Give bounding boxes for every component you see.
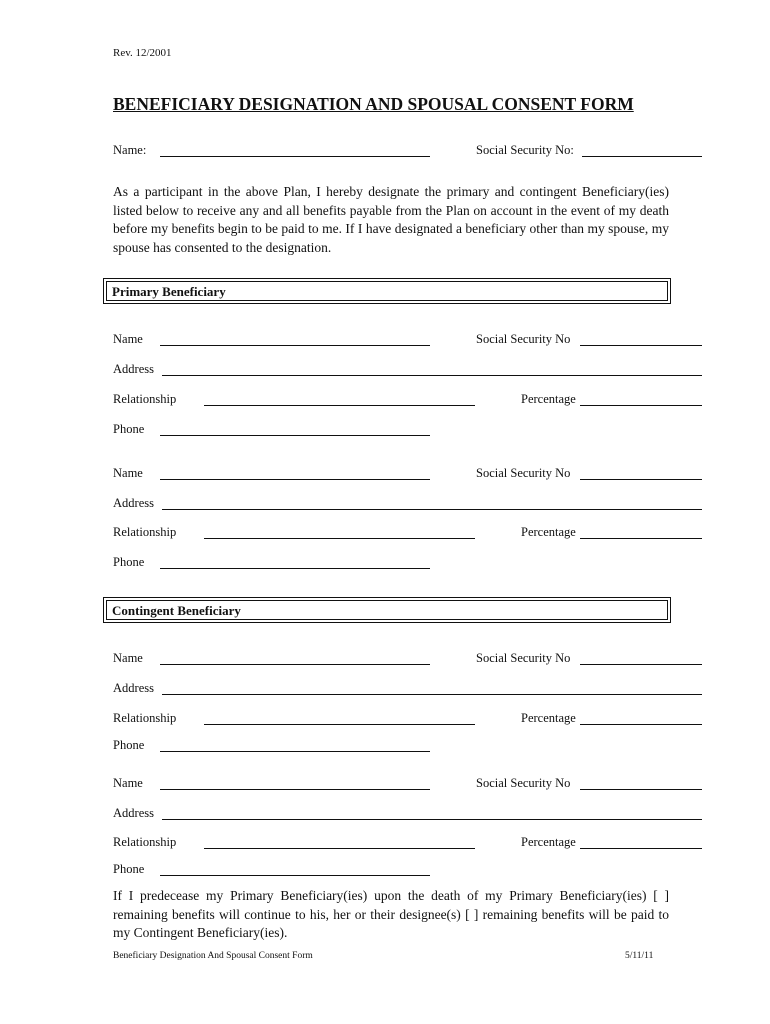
p1-phone-line: [160, 435, 430, 436]
c1-phone-label: Phone: [113, 738, 145, 752]
p1-name-label: Name: [113, 332, 143, 346]
c2-ssn-input[interactable]: [582, 774, 700, 788]
c1-phone-input[interactable]: [162, 736, 428, 750]
primary-beneficiary-header: [106, 281, 668, 301]
c1-relationship-label: Relationship: [113, 711, 177, 725]
primary-beneficiary-title: Primary Beneficiary: [112, 284, 226, 299]
intro-paragraph: As a participant in the above Plan, I hereby designate the primary and contingent Beneficiary(ies) listed below to receive any and all benefits payable from the Plan on account in the event of my death before my benefits begin to be paid to me. If I have designated a beneficiary other than my spouse, my spouse has consented to the designation.: [113, 184, 669, 255]
p1-address-input[interactable]: [164, 360, 700, 374]
p1-address-line: [162, 375, 702, 376]
p1-name-input[interactable]: [162, 330, 428, 344]
participant-name-line: [160, 156, 430, 157]
participant-name-input[interactable]: [162, 141, 428, 155]
p1-phone-input[interactable]: [162, 420, 428, 434]
p2-address-line: [162, 509, 702, 510]
p1-relationship-label: Relationship: [113, 392, 177, 406]
c2-percentage-line: [580, 848, 702, 849]
c1-address-label: Address: [113, 681, 154, 695]
p1-relationship-input[interactable]: [206, 390, 473, 404]
c1-name-input[interactable]: [162, 649, 428, 663]
c2-name-label: Name: [113, 776, 143, 790]
p2-phone-input[interactable]: [162, 553, 428, 567]
p1-relationship-line: [204, 405, 475, 406]
c2-address-line: [162, 819, 702, 820]
footer-date: 5/11/11: [625, 951, 654, 961]
c2-name-line: [160, 789, 430, 790]
p2-name-label: Name: [113, 466, 143, 480]
footer-form-name: Beneficiary Designation And Spousal Consent Form: [113, 951, 313, 961]
c1-ssn-line: [580, 664, 702, 665]
c1-relationship-input[interactable]: [206, 709, 473, 723]
c1-percentage-input[interactable]: [582, 709, 700, 723]
participant-name-label: Name:: [113, 143, 147, 157]
c2-relationship-label: Relationship: [113, 835, 177, 849]
p1-percentage-input[interactable]: [582, 390, 700, 404]
c2-address-label: Address: [113, 806, 154, 820]
p2-relationship-input[interactable]: [206, 523, 473, 537]
p1-name-line: [160, 345, 430, 346]
c2-address-input[interactable]: [164, 804, 700, 818]
c2-phone-line: [160, 875, 430, 876]
c2-phone-input[interactable]: [162, 860, 428, 874]
p2-name-input[interactable]: [162, 464, 428, 478]
p1-ssn-line: [580, 345, 702, 346]
c2-ssn-label: Social Security No: [476, 776, 571, 790]
closing-paragraph: If I predecease my Primary Beneficiary(ies) upon the death of my Primary Beneficiary(ies) [ ] remaining benefits will continue to his, her or their designee(s) [ ] remaining benefits will be paid to my Contingent Beneficiary(ies).: [113, 888, 669, 940]
c2-percentage-label: Percentage: [521, 835, 576, 849]
c1-percentage-line: [580, 724, 702, 725]
c2-percentage-input[interactable]: [582, 833, 700, 847]
c1-percentage-label: Percentage: [521, 711, 576, 725]
p1-percentage-line: [580, 405, 702, 406]
c1-name-label: Name: [113, 651, 143, 665]
p2-relationship-line: [204, 538, 475, 539]
p1-ssn-input[interactable]: [582, 330, 700, 344]
p1-percentage-label: Percentage: [521, 392, 576, 406]
c2-ssn-line: [580, 789, 702, 790]
c1-name-line: [160, 664, 430, 665]
c1-address-input[interactable]: [164, 679, 700, 693]
p2-relationship-label: Relationship: [113, 525, 177, 539]
c1-relationship-line: [204, 724, 475, 725]
c1-ssn-input[interactable]: [582, 649, 700, 663]
p2-address-label: Address: [113, 496, 154, 510]
c1-phone-line: [160, 751, 430, 752]
p2-percentage-label: Percentage: [521, 525, 576, 539]
c1-address-line: [162, 694, 702, 695]
c2-relationship-line: [204, 848, 475, 849]
p1-ssn-label: Social Security No: [476, 332, 571, 346]
p2-address-input[interactable]: [164, 494, 700, 508]
participant-ssn-input[interactable]: [584, 141, 700, 155]
contingent-beneficiary-title: Contingent Beneficiary: [112, 603, 241, 618]
p2-phone-line: [160, 568, 430, 569]
page-title: BENEFICIARY DESIGNATION AND SPOUSAL CONSENT FORM: [113, 94, 634, 114]
p2-percentage-line: [580, 538, 702, 539]
participant-ssn-line: [582, 156, 702, 157]
c1-ssn-label: Social Security No: [476, 651, 571, 665]
c2-relationship-input[interactable]: [206, 833, 473, 847]
p2-ssn-line: [580, 479, 702, 480]
p1-address-label: Address: [113, 362, 154, 376]
p2-ssn-label: Social Security No: [476, 466, 571, 480]
p2-percentage-input[interactable]: [582, 523, 700, 537]
p2-ssn-input[interactable]: [582, 464, 700, 478]
p2-name-line: [160, 479, 430, 480]
revision-label: Rev. 12/2001: [113, 47, 172, 59]
contingent-beneficiary-header: [106, 600, 668, 620]
p2-phone-label: Phone: [113, 555, 145, 569]
c2-name-input[interactable]: [162, 774, 428, 788]
c2-phone-label: Phone: [113, 862, 145, 876]
participant-ssn-label: Social Security No:: [476, 143, 574, 157]
p1-phone-label: Phone: [113, 422, 145, 436]
